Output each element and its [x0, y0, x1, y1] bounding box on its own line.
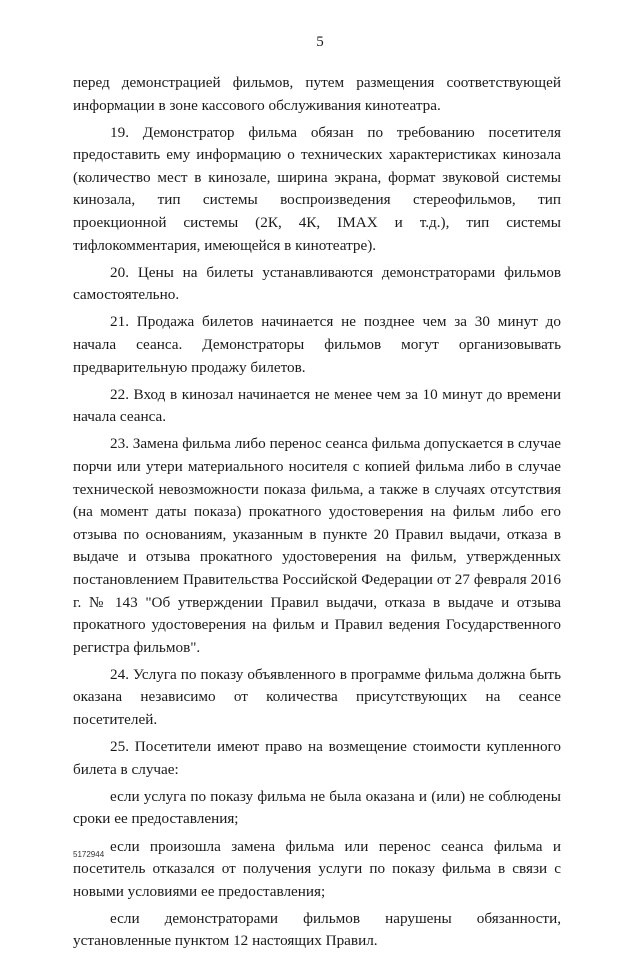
paragraph-19: 19. Демонстратор фильма обязан по требованию посетителя предоставить ему информацию о технических характеристиках кинозала (количество мест в кинозале, ширина экрана, формат звуковой системы кинозала, тип системы воспроизведения стереофильмов, тип проекционной системы (2К, 4К, IMAX и т.д.), тип системы тифлокомментария, имеющейся в кинотеатре).	[73, 123, 561, 254]
paragraph-20: 20. Цены на билеты устанавливаются демонстраторами фильмов самостоятельно.	[73, 263, 561, 304]
paragraph-25-case-2: если произошла замена фильма или перенос сеанса фильма и посетитель отказался от получения услуги по показу фильма в связи с новыми условиями ее предоставления;	[73, 837, 561, 900]
paragraph-25: 25. Посетители имеют право на возмещение стоимости купленного билета в случае:	[73, 738, 561, 778]
paragraph-25-case-1: если услуга по показу фильма не была оказана и (или) не соблюдены сроки ее предоставления;	[73, 787, 561, 828]
paragraph-continuation: перед демонстрацией фильмов, путем размещения соответствующей информации в зоне кассового обслуживания кинотеатра.	[73, 74, 561, 114]
paragraph-23: 23. Замена фильма либо перенос сеанса фильма допускается в случае порчи или утери материального носителя с копией фильма либо в случае технической невозможности показа фильма, а также в случаях отсутствия (на момент даты показа) прокатного удостоверения на фильм либо его отзыва по основаниям, указанным в пункте 20 Правил выдачи, отказа в выдаче и отзыва прокатного удостоверения на фильм, утвержденных постановлением Правительства Российской Федерации от 27 февраля 2016 г. № 143 "Об утверждении Правил выдачи, отказа в выдаче и отзыва прокатного удостоверения на фильм и Правил ведения Государственного регистра фильмов".	[73, 435, 561, 656]
page-number: 5	[316, 34, 324, 50]
paragraph-22: 22. Вход в кинозал начинается не менее чем за 10 минут до времени начала сеанса.	[73, 385, 561, 426]
paragraph-21: 21. Продажа билетов начинается не позднее чем за 30 минут до начала сеанса. Демонстраторы фильмов могут организовывать предварительную продажу билетов.	[73, 313, 561, 376]
paragraph-25-case-3: если демонстраторами фильмов нарушены обязанности, установленные пунктом 12 настоящих Правил.	[73, 909, 561, 950]
document-body	[73, 72, 561, 953]
document-code: 5172944	[73, 850, 105, 859]
paragraph-24: 24. Услуга по показу объявленного в программе фильма должна быть оказана независимо от количества присутствующих на сеансе посетителей.	[73, 665, 561, 729]
